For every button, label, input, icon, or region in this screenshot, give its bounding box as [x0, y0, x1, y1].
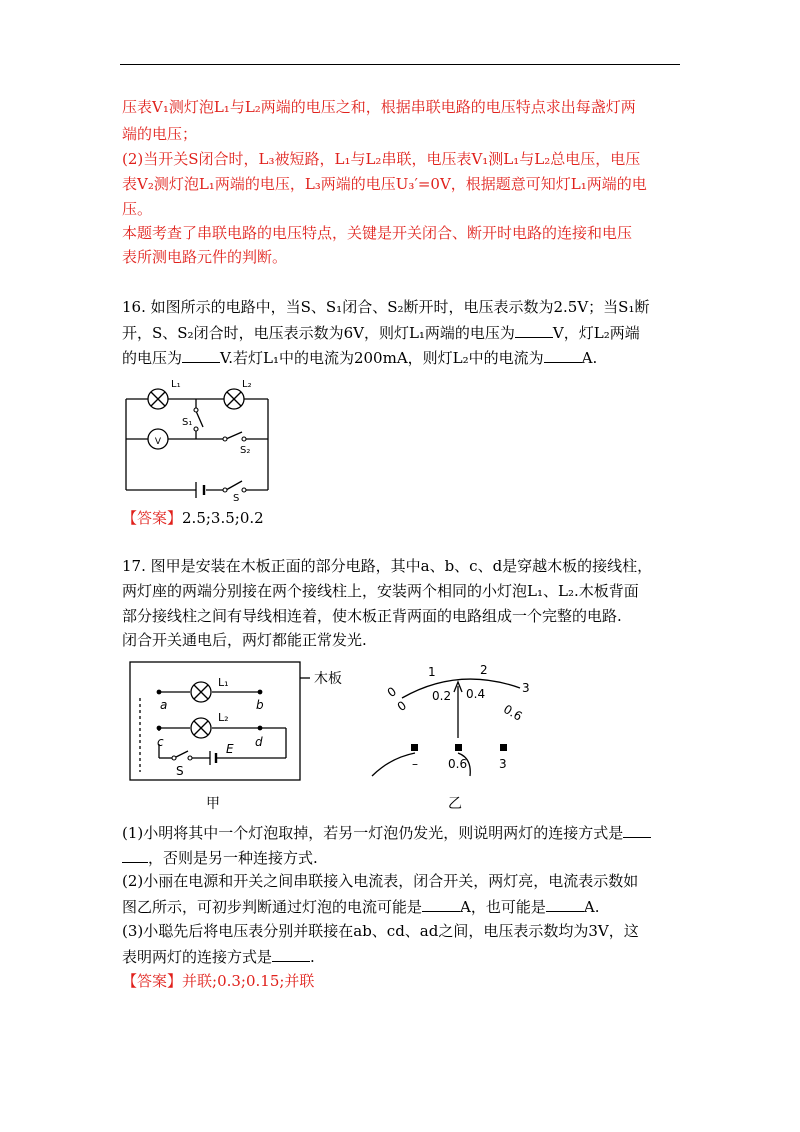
jia-label-b: b — [256, 698, 264, 712]
jia-label-d: d — [255, 735, 263, 749]
q16-answer-value: 2.5;3.5;0.2 — [182, 509, 264, 527]
q17-part2-text: 图乙所示，可初步判断通过灯泡的电流可能是 — [122, 898, 423, 916]
q17-part2-mid: A，也可能是 — [460, 898, 546, 916]
q16-blank-1[interactable] — [515, 322, 553, 338]
yi-bottom-tick-0: 0 — [394, 698, 409, 715]
q17-answer-label: 【答案】 — [122, 972, 183, 990]
q16-line-3 — [122, 347, 597, 368]
q17-blank-3[interactable] — [546, 896, 584, 912]
yi-top-tick-1: 1 — [428, 665, 436, 679]
q16-line-2b: V，灯L₂两端 — [552, 324, 640, 342]
jia-label-L1: L₁ — [218, 676, 229, 689]
yi-terminal-0.6: 0.6 — [448, 757, 468, 771]
yi-bottom-tick-0.6: 0.6 — [501, 701, 525, 724]
jia-label-S: S — [176, 764, 184, 778]
jia-label-a: a — [160, 698, 168, 712]
q17-part2-line-1: (2)小丽在电源和开关之间串联接入电流表，闭合开关，两灯亮，电流表示数如 — [122, 872, 639, 890]
yi-caption: 乙 — [448, 796, 462, 812]
q17-part2-line-2 — [122, 896, 599, 917]
label-L1: L₁ — [171, 379, 181, 390]
solution-line-4: 表V₂测灯泡L₁两端的电压，L₃两端的电压U₃′=0V，根据题意可知灯L₁两端的电 — [122, 175, 647, 193]
q17-blank-4[interactable] — [272, 946, 310, 962]
jia-caption: 甲 — [206, 796, 220, 812]
solution-line-2: 端的电压； — [122, 125, 198, 143]
solution-line-6: 本题考查了串联电路的电压特点，关键是开关闭合、断开时电路的连接和电压 — [122, 224, 633, 242]
jia-label-E: E — [226, 742, 234, 756]
q17-line-4: 闭合开关通电后，两灯都能正常发光. — [122, 631, 367, 649]
solution-line-3: (2)当开关S闭合时，L₃被短路，L₁与L₂串联，电压表V₁测L₁与L₂总电压，电压 — [122, 150, 641, 168]
q17-line-1: 17. 图甲是安装在木板正面的部分电路，其中a、b、c、d是穿越木板的接线柱， — [122, 557, 653, 575]
q17-figure-jia — [126, 658, 366, 818]
board-label: 木板 — [314, 671, 342, 687]
solution-line-1: 压表V₁测灯泡L₁与L₂两端的电压之和，根据串联电路的电压特点求出每盏灯两 — [122, 98, 636, 116]
q17-blank-1b[interactable] — [122, 847, 148, 863]
jia-label-c: c — [157, 735, 164, 749]
q16-line-2 — [122, 322, 640, 343]
q17-answer-value: 并联;0.3;0.15;并联 — [182, 972, 315, 990]
label-S: S — [233, 493, 240, 504]
label-S1: S₁ — [182, 417, 193, 428]
q17-part1-tail: ，否则是另一种连接方式. — [148, 849, 318, 867]
solution-line-7: 表所测电路元件的判断。 — [122, 248, 288, 266]
q16-line-3b: V.若灯L₁中的电流为200mA，则灯L₂中的电流为 — [220, 349, 544, 367]
yi-bottom-tick-0.2: 0.2 — [432, 689, 452, 703]
q16-line-3c: A. — [581, 349, 598, 367]
q17-part3-line-2 — [122, 946, 315, 967]
q16-circuit-diagram — [118, 375, 278, 504]
jia-label-L2: L₂ — [218, 711, 229, 724]
solution-line-5: 压。 — [122, 200, 153, 218]
q17-blank-1a[interactable] — [623, 822, 651, 838]
q16-blank-2[interactable] — [182, 347, 220, 363]
yi-bottom-tick-0.4: 0.4 — [466, 687, 486, 701]
q17-answer — [122, 971, 314, 991]
q16-blank-3[interactable] — [544, 347, 582, 363]
q17-part1-text: (1)小明将其中一个灯泡取掉，若另一灯泡仍发光，则说明两灯的连接方式是 — [122, 824, 624, 842]
label-S2: S₂ — [240, 445, 251, 456]
q17-part2-tail: A. — [583, 898, 600, 916]
q17-line-2: 两灯座的两端分别接在两个接线柱上，安装两个相同的小灯泡L₁、L₂.木板背面 — [122, 582, 639, 600]
yi-top-tick-2: 2 — [480, 663, 488, 677]
q17-blank-2[interactable] — [422, 896, 460, 912]
label-L2: L₂ — [242, 379, 252, 390]
q17-part3-tail: . — [310, 948, 315, 966]
q17-figure-yi — [380, 658, 550, 818]
header-rule — [120, 64, 680, 65]
voltmeter-label: V — [154, 437, 162, 447]
yi-top-tick-3: 3 — [522, 681, 530, 695]
q16-line-3a: 的电压为 — [122, 349, 183, 367]
q17-line-3: 部分接线柱之间有导线相连着，使木板正背两面的电路组成一个完整的电路. — [122, 607, 622, 625]
yi-terminal-3: 3 — [499, 757, 507, 771]
q17-part1-line-2 — [122, 847, 318, 868]
q16-line-1: 16. 如图所示的电路中，当S、S₁闭合、S₂断开时，电压表示数为2.5V；当S₁断 — [122, 298, 650, 316]
yi-terminal-minus: – — [412, 757, 418, 771]
yi-top-tick-0: 0 — [384, 684, 399, 701]
q16-answer — [122, 508, 264, 528]
q17-part3-line-1: (3)小聪先后将电压表分别并联接在ab、cd、ad之间，电压表示数均为3V，这 — [122, 922, 639, 940]
q17-part1-line-1 — [122, 822, 651, 843]
q16-answer-label: 【答案】 — [122, 509, 183, 527]
q16-line-2a: 开，S、S₂闭合时，电压表示数为6V，则灯L₁两端的电压为 — [122, 324, 515, 342]
q17-part3-text: 表明两灯的连接方式是 — [122, 948, 273, 966]
